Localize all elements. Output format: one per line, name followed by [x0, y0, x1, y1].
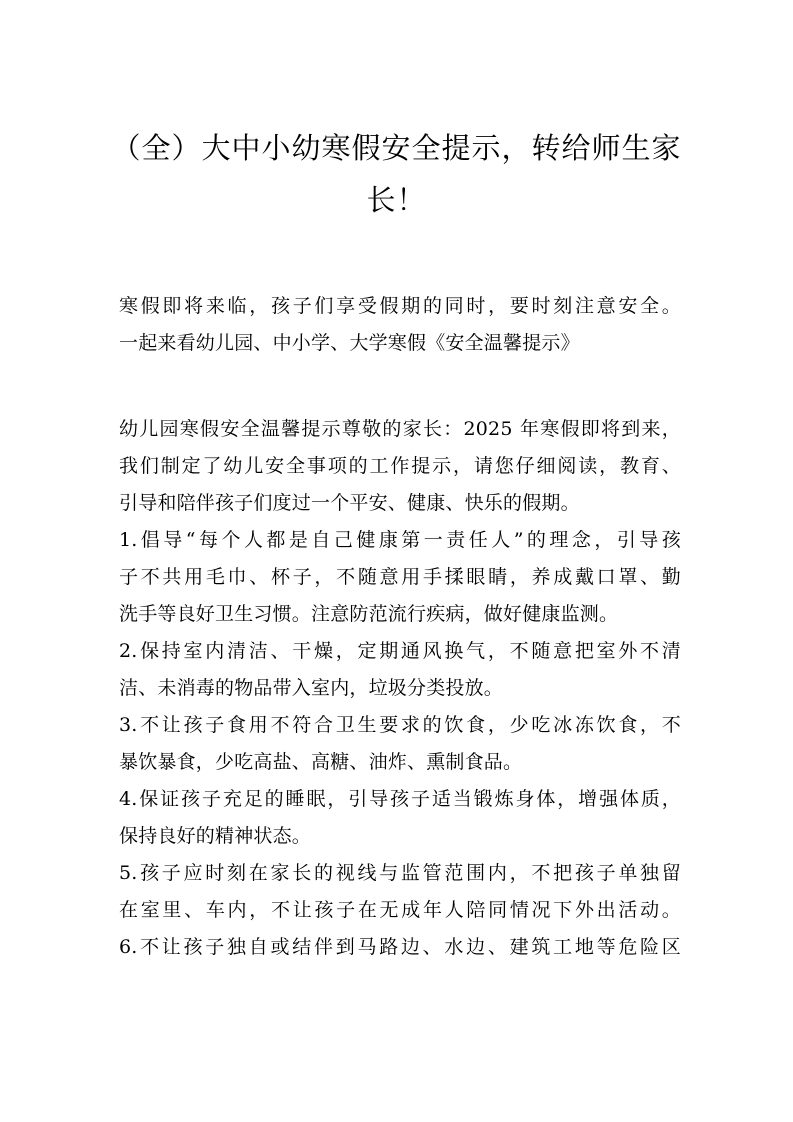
- intro-paragraph: [119, 288, 681, 362]
- list-item-6-line: 6.不让孩子独自或结伴到马路边、水边、建筑工地等危险区: [119, 936, 681, 958]
- list-item-1-line: 洗手等良好卫生习惯。注意防范流行疾病，做好健康监测。: [119, 603, 619, 625]
- list-item-4-line: 保持良好的精神状态。: [119, 825, 312, 847]
- body-line: 引导和陪伴孩子们度过一个平安、健康、快乐的假期。: [119, 492, 580, 514]
- list-item-3-line: 暴饮暴食，少吃高盐、高糖、油炸、熏制食品。: [119, 751, 523, 773]
- list-item-2-line: 2.保持室内清洁、干燥，定期通风换气，不随意把室外不清: [119, 640, 681, 662]
- body-line: 我们制定了幼儿安全事项的工作提示，请您仔细阅读，教育、: [119, 455, 681, 477]
- body-paragraphs: [119, 411, 681, 966]
- list-item-1-line: 1.倡导“每个人都是自己健康第一责任人”的理念，引导孩: [119, 529, 681, 551]
- list-item-3-line: 3.不让孩子食用不符合卫生要求的饮食，少吃冰冻饮食，不: [119, 714, 681, 736]
- title-line-1: （全）大中小幼寒假安全提示，转给师生家: [111, 131, 682, 165]
- list-item-4-line: 4.保证孩子充足的睡眠，引导孩子适当锻炼身体，增强体质，: [119, 788, 681, 810]
- title-line-2: 长！: [366, 183, 427, 217]
- list-item-5-line: 在室里、车内，不让孩子在无成年人陪同情况下外出活动。: [119, 899, 681, 921]
- body-line: 幼儿园寒假安全温馨提示尊敬的家长：2025 年寒假即将到来，: [119, 418, 681, 440]
- list-item-1-line: 子不共用毛巾、杯子，不随意用手揉眼睛，养成戴口罩、勤: [119, 566, 681, 588]
- list-item-5-line: 5.孩子应时刻在家长的视线与监管范围内，不把孩子单独留: [119, 862, 681, 884]
- document-title: [100, 122, 693, 226]
- intro-line: 寒假即将来临，孩子们享受假期的同时，要时刻注意安全。: [119, 295, 681, 317]
- list-item-2-line: 洁、未消毒的物品带入室内，垃圾分类投放。: [119, 677, 504, 699]
- intro-line: 一起来看幼儿园、中小学、大学寒假《安全温馨提示》: [119, 332, 580, 354]
